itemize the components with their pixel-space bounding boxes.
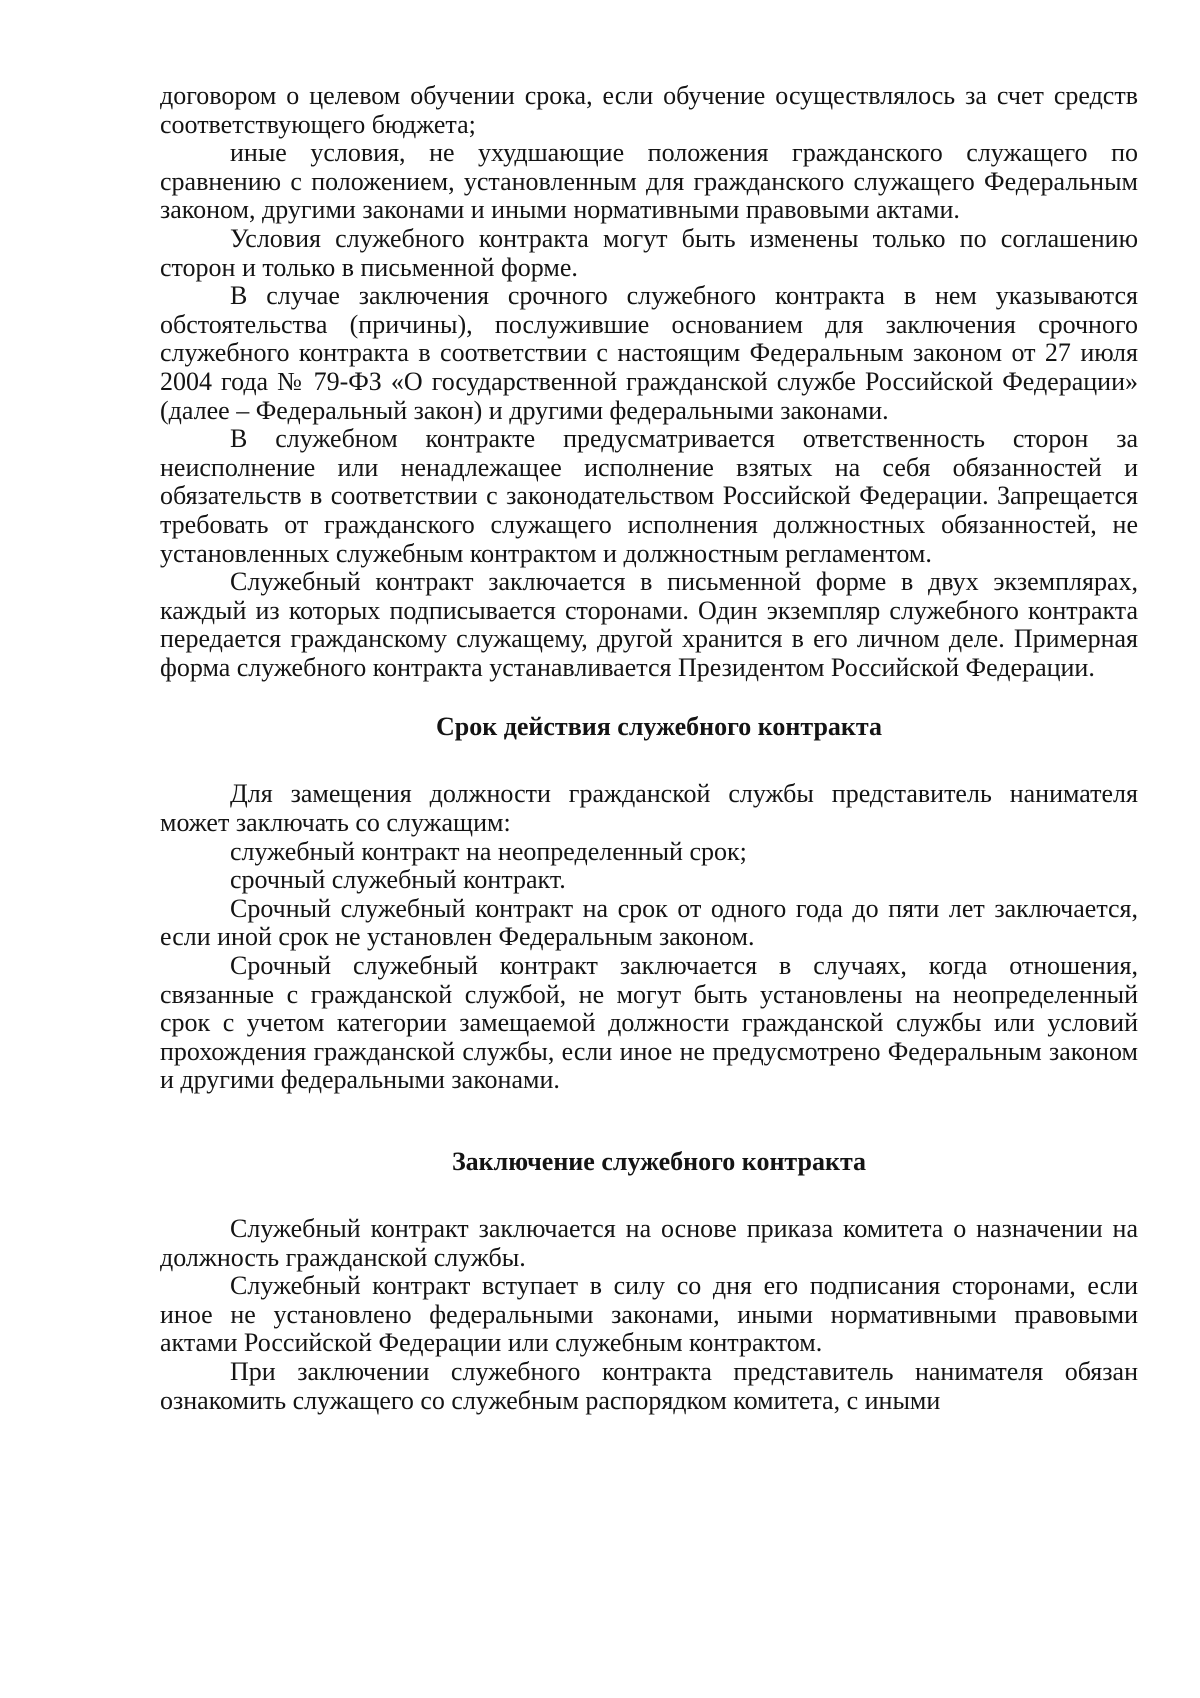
section-heading-contract-term: Срок действия служебного контракта	[436, 712, 882, 742]
paragraph-conclusion-basis: Служебный контракт заключается на основе приказа комитета о назначении на должность гражданской службы.	[160, 1214, 1138, 1272]
section-heading-contract-conclusion: Заключение служебного контракта	[451, 1147, 867, 1176]
list-item-indefinite-contract: служебный контракт на неопределенный срок;	[230, 836, 747, 866]
paragraph-contract-change: Условия служебного контракта могут быть изменены только по соглашению сторон и только в письменной форме.	[160, 223, 1138, 282]
paragraph-fixed-term-circumstances: В случае заключения срочного служебного контракта в нем указываются обстоятельства (причины), послужившие основанием для заключения срочного служебного контракта в соответствии с настоящим Федеральным законом от 27 июля 2004 года № 79-ФЗ «О государственной гражданской службе Российской Федерации» (далее – Федеральный закон) и другими федеральными законами.	[160, 281, 1138, 425]
paragraph-other-conditions: иные условия, не ухудшающие положения гражданского служащего по сравнению с положением, установленным для гражданского служащего Федеральным законом, другими законами и иными нормативными правовыми актами.	[160, 138, 1138, 225]
paragraph-term-intro: Для замещения должности гражданской службы представитель нанимателя может заключать со служащим:	[160, 779, 1138, 838]
paragraph-employer-obligation: При заключении служебного контракта представитель нанимателя обязан ознакомить служащего со служебным распорядком комитета, с иными	[160, 1356, 1138, 1415]
paragraph-continued-target-training: договором о целевом обучении срока, если обучение осуществлялось за счет средств соответствующего бюджета;	[160, 81, 1138, 139]
paragraph-written-form: Служебный контракт заключается в письменной форме в двух экземплярах, каждый из которых подписывается сторонами. Один экземпляр служебного контракта передается гражданскому служащему, другой хранится в его личном деле. Примерная форма служебного контракта устанавливается Президентом Российской Федерации.	[160, 567, 1138, 682]
document-page	[160, 82, 1138, 1415]
paragraph-fixed-term-cases: Срочный служебный контракт заключается в случаях, когда отношения, связанные с гражданской службой, не могут быть установлены на неопределенный срок с учетом категории замещаемой должности гражданской службы или условий прохождения гражданской службы, если иное не предусмотрено Федеральным законом и другими федеральными законами.	[160, 951, 1138, 1095]
list-item-fixed-term-contract: срочный служебный контракт.	[230, 865, 566, 895]
paragraph-entry-into-force: Служебный контракт вступает в силу со дня его подписания сторонами, если иное не установлено федеральными законами, иными нормативными правовыми актами Российской Федерации или служебным контрактом.	[160, 1271, 1138, 1358]
paragraph-liability: В служебном контракте предусматривается ответственность сторон за неисполнение или ненадлежащее исполнение взятых на себя обязанностей и обязательств в соответствии с законодательством Российской Федерации. Запрещается требовать от гражданского служащего исполнения должностных обязанностей, не установленных служебным контрактом и должностным регламентом.	[160, 424, 1138, 568]
paragraph-fixed-term-duration: Срочный служебный контракт на срок от одного года до пяти лет заключается, если иной срок не установлен Федеральным законом.	[160, 893, 1138, 952]
